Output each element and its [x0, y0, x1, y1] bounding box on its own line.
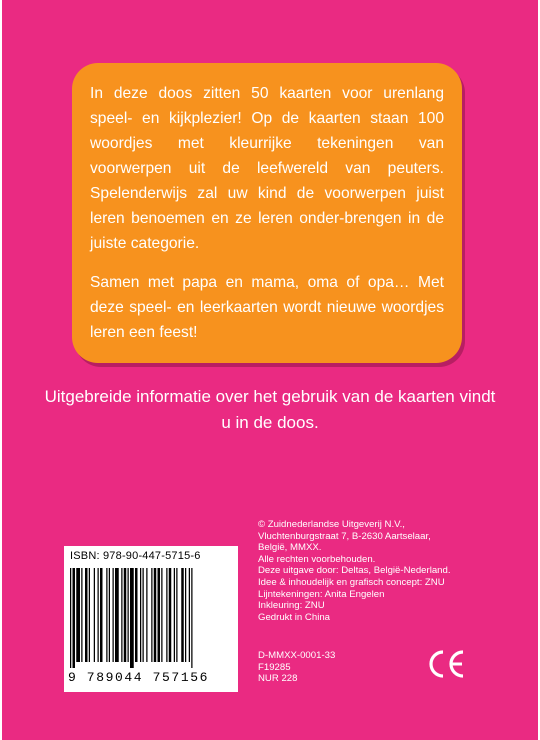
colophon-line: Lijntekeningen: Anita Engelen	[258, 588, 385, 600]
ce-mark-icon	[427, 648, 467, 680]
intro-paragraph-2: Samen met papa en mama, oma of opa… Met deze speel- en leerkaarten wordt nieuwe woordjes leren een feest!	[90, 274, 444, 341]
barcode-digits: 9 789044 757156	[68, 670, 210, 685]
colophon-line: Inkleuring: ZNU	[258, 600, 325, 612]
colophon-line: © Zuidnederlandse Uitgeverij N.V.,	[258, 519, 405, 530]
info-text: Uitgebreide informatie over het gebruik van de kaarten vindt u in de doos.	[44, 387, 496, 432]
colophon-line: Alle rechten voorbehouden.	[258, 553, 376, 565]
colophon-line: België, MMXX.	[258, 542, 322, 554]
code-line: D-MMXX-0001-33	[258, 650, 336, 661]
colophon	[258, 519, 518, 623]
description-box	[72, 63, 462, 363]
intro-paragraph-1: In deze doos zitten 50 kaarten voor urenlang speel- en kijkplezier! Op de kaarten staan 100 woordjes met kleurrijke tekeningen van voorwerpen uit de leefwereld van peuters. Spelenderwijs zal uw kind de voorwerpen juist leren benoemen en ze leren onder-brengen in de juiste categorie.	[90, 85, 444, 252]
barcode	[64, 546, 238, 692]
colophon-line: Gedrukt in China	[258, 611, 330, 623]
isbn-label: ISBN: 978-90-447-5715-6	[70, 550, 201, 562]
colophon-line: Idee & inhoudelijk en grafisch concept: ZNU	[258, 576, 445, 588]
code-line: F19285	[258, 661, 291, 673]
colophon-line: Deze uitgave door: Deltas, België-Nederland.	[258, 565, 451, 577]
code-line: NUR 228	[258, 673, 298, 685]
product-codes	[258, 650, 335, 685]
barcode-bars	[70, 568, 232, 668]
back-cover	[2, 0, 538, 740]
colophon-line: Vluchtenburgstraat 7, B-2630 Aartselaar,	[258, 530, 431, 542]
